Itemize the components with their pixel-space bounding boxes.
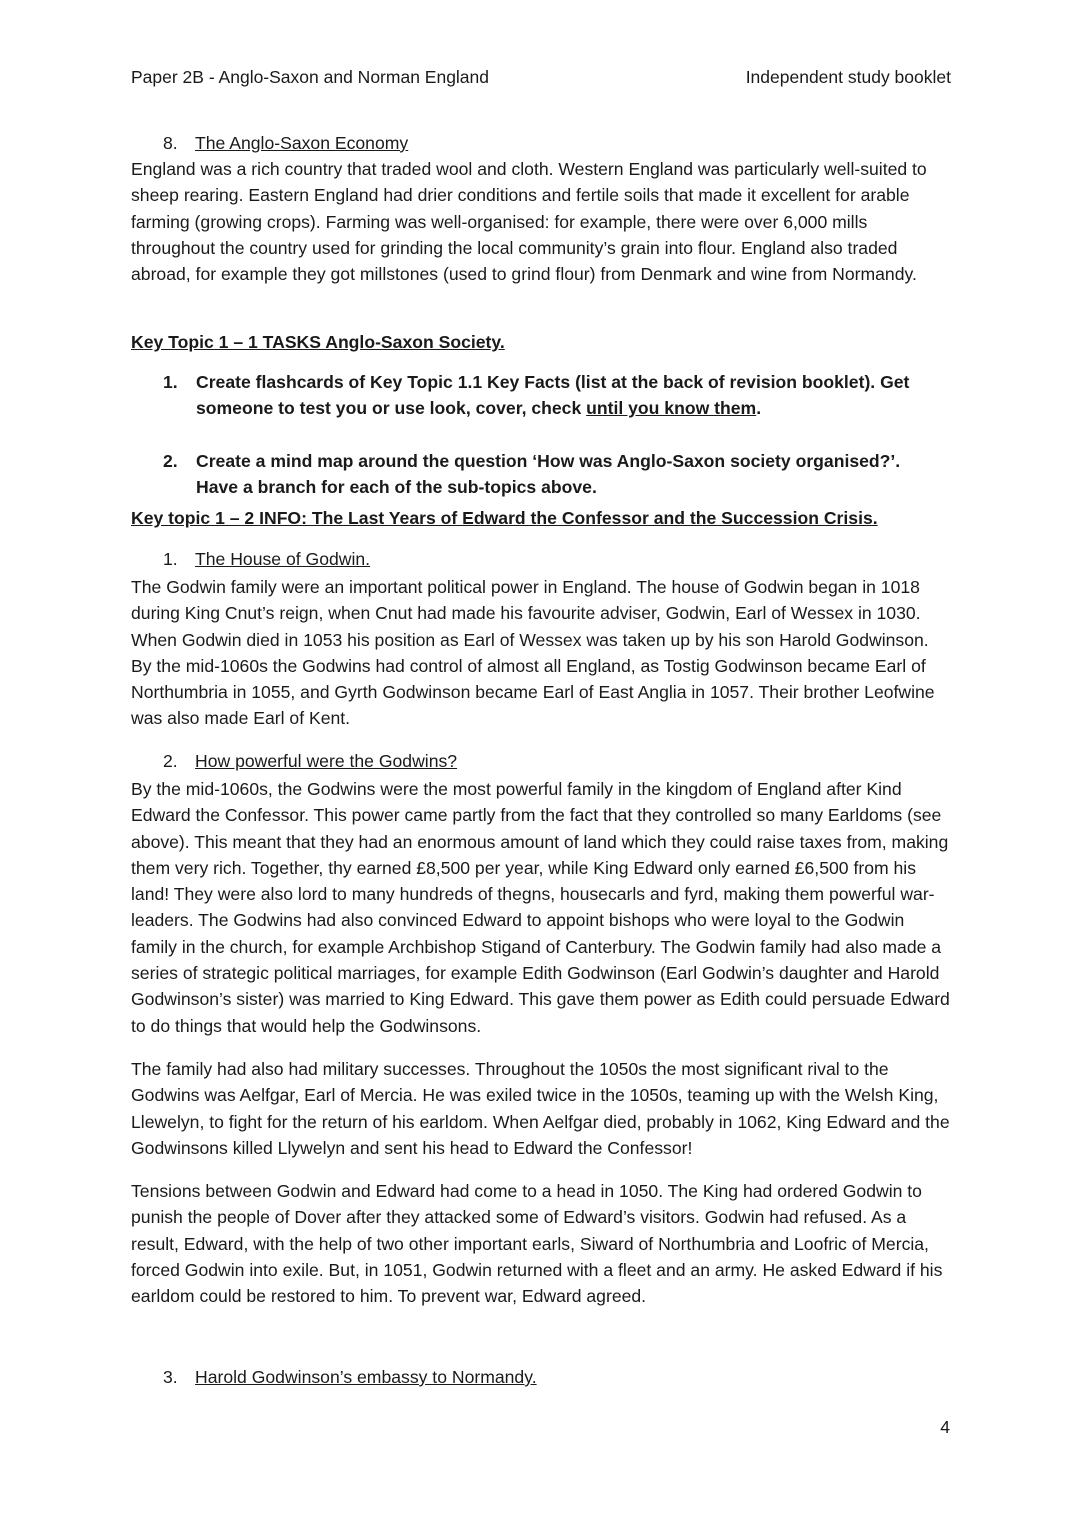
key-topic-1-2-heading: Key topic 1 – 2 INFO: The Last Years of Edward the Confessor and the Succession Crisis.	[131, 508, 878, 528]
section-title: How powerful were the Godwins?	[195, 751, 458, 771]
task-text-underlined: until you know them	[586, 398, 757, 419]
task-item-2	[163, 448, 943, 501]
house-of-godwin-paragraph-block	[131, 574, 951, 732]
economy-paragraph: England was a rich country that traded wool and cloth. Western England was particularly well-suited to sheep rearing. Eastern England had drier conditions and fertile soils that made it excellent for arable farming (growing crops). Farming was well-organised: for example, there were over 6,000 mills throughout the country used for grinding the local community’s grain into flour. England also traded abroad, for example they got millstones (used to grind flour) from Denmark and wine from Normandy.	[131, 159, 927, 285]
task-number: 1.	[163, 372, 178, 392]
section-heading-economy	[163, 131, 408, 155]
task-text	[196, 369, 943, 422]
economy-paragraph-block	[131, 156, 951, 287]
military-paragraph-block	[131, 1056, 951, 1161]
section-number: 8.	[163, 133, 178, 153]
section-title: The Anglo-Saxon Economy	[195, 133, 409, 153]
how-powerful-paragraph-block	[131, 776, 951, 1039]
section-heading-how-powerful	[163, 749, 457, 773]
how-powerful-paragraph: By the mid-1060s, the Godwins were the most powerful family in the kingdom of England after Kind Edward the Confessor. This power came partly from the fact that they controlled so many Earldoms (see above). This meant that they had an enormous amount of land which they could raise taxes from, making them very rich. Together, thy earned £8,500 per year, while King Edward only earned £6,500 from his land! They were also lord to many hundreds of thegns, housecarls and fyrd, making them powerful war-leaders. The Godwins had also convinced Edward to appoint bishops who were loyal to the Godwin family in the church, for example Archbishop Stigand of Canterbury. The Godwin family had also made a series of strategic political marriages, for example Edith Godwinson (Earl Godwin’s daughter and Harold Godwinson’s sister) was married to King Edward. This gave them power as Edith could persuade Edward to do things that would help the Godwinsons.	[131, 779, 950, 1036]
header-left-title: Paper 2B - Anglo-Saxon and Norman England	[131, 67, 490, 87]
task-text: Create a mind map around the question ‘How was Anglo-Saxon society organised?’. Have a branch for each of the sub-topics above.	[196, 451, 901, 498]
key-topic-1-1-heading: Key Topic 1 – 1 TASKS Anglo-Saxon Society.	[131, 332, 505, 352]
section-number: 2.	[163, 751, 178, 771]
section-heading-house-of-godwin	[163, 547, 370, 571]
section-heading-embassy	[163, 1365, 537, 1389]
section-title: The House of Godwin.	[195, 549, 371, 569]
header-right-title: Independent study booklet	[745, 67, 951, 87]
task-item-1	[163, 369, 943, 422]
section-number: 3.	[163, 1367, 178, 1387]
task-number: 2.	[163, 451, 178, 471]
page-number: 4	[940, 1417, 950, 1437]
tensions-paragraph: Tensions between Godwin and Edward had come to a head in 1050. The King had ordered Godwin to punish the people of Dover after they attacked some of Edward’s visitors. Godwin had refused. As a result, Edward, with the help of two other important earls, Siward of Northumbria and Loofric of Mercia, forced Godwin into exile. But, in 1051, Godwin returned with a fleet and an army. He asked Edward if his earldom could be restored to him. To prevent war, Edward agreed.	[131, 1181, 943, 1307]
section-number: 1.	[163, 549, 178, 569]
task-text-end: .	[756, 398, 762, 419]
task-text-main: Create flashcards of Key Topic 1.1 Key Facts (list at the back of revision booklet). Get someone to test you or use look, cover, check	[196, 372, 910, 419]
house-of-godwin-paragraph: The Godwin family were an important political power in England. The house of Godwin began in 1018 during King Cnut’s reign, when Cnut had made his favourite adviser, Godwin, Earl of Wessex in 1030. When Godwin died in 1053 his position as Earl of Wessex was taken up by his son Harold Godwinson. By the mid-1060s the Godwins had control of almost all England, as Tostig Godwinson became Earl of Northumbria in 1055, and Gyrth Godwinson became Earl of East Anglia in 1057. Their brother Leofwine was also made Earl of Kent.	[131, 577, 935, 729]
military-paragraph: The family had also had military successes. Throughout the 1050s the most significant rival to the Godwins was Aelfgar, Earl of Mercia. He was exiled twice in the 1050s, teaming up with the Welsh King, Llewelyn, to fight for the return of his earldom. When Aelfgar died, probably in 1062, King Edward and the Godwinsons killed Llywelyn and sent his head to Edward the Confessor!	[131, 1059, 950, 1158]
section-title: Harold Godwinson’s embassy to Normandy.	[195, 1367, 537, 1387]
tensions-paragraph-block	[131, 1178, 951, 1309]
